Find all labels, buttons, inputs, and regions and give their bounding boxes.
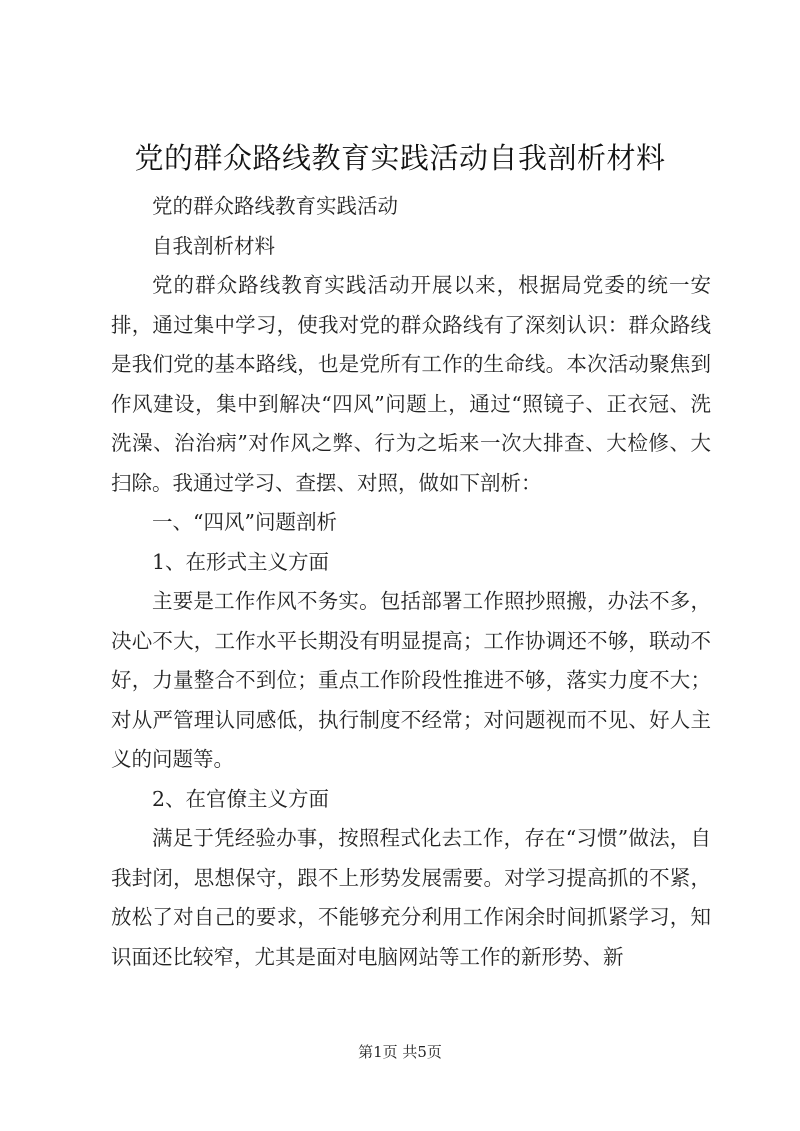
paragraph-activity-name: 党的群众路线教育实践活动 [152, 194, 398, 218]
paragraph-material-name: 自我剖析材料 [152, 233, 275, 258]
page-number-footer: 第1页 共5页 [358, 1043, 442, 1061]
paragraph-formalism: 主要是工作作风不务实。包括部署工作照抄照搬，办法不多，决心不大，工作水平长期没有明显提高；工作协调还不够，联动不好，力量整合不到位；重点工作阶段性推进不够，落实力度不大；对从严管理认同感低，执行制度不经常；对问题视而不见、好人主义的问题等。 [111, 589, 711, 771]
section-heading-four-winds: 一、“四风”问题剖析 [152, 510, 337, 534]
paragraph-introduction: 党的群众路线教育实践活动开展以来，根据局党委的统一安排，通过集中学习，使我对党的群众路线有了深刻认识：群众路线是我们党的基本路线，也是党所有工作的生命线。本次活动聚焦到作风建设，集中到解决“四风”问题上，通过“照镜子、正衣冠、洗洗澡、治治病”对作风之弊、行为之垢来一次大排查、大检修、大扫除。我通过学习、查摆、对照，做如下剖析： [111, 273, 711, 495]
document-body [111, 187, 711, 977]
paragraph-bureaucracy: 满足于凭经验办事，按照程式化去工作，存在“习惯”做法，自我封闭，思想保守，跟不上形势发展需要。对学习提高抓的不紧，放松了对自己的要求，不能够充分利用工作闲余时间抓紧学习，知识面还比较窄，尤其是面对电脑网站等工作的新形势、新 [111, 826, 711, 969]
subheading-formalism: 1、在形式主义方面 [152, 549, 330, 574]
document-title: 党的群众路线教育实践活动自我剖析材料 [134, 141, 666, 175]
subheading-bureaucracy: 2、在官僚主义方面 [152, 786, 330, 811]
